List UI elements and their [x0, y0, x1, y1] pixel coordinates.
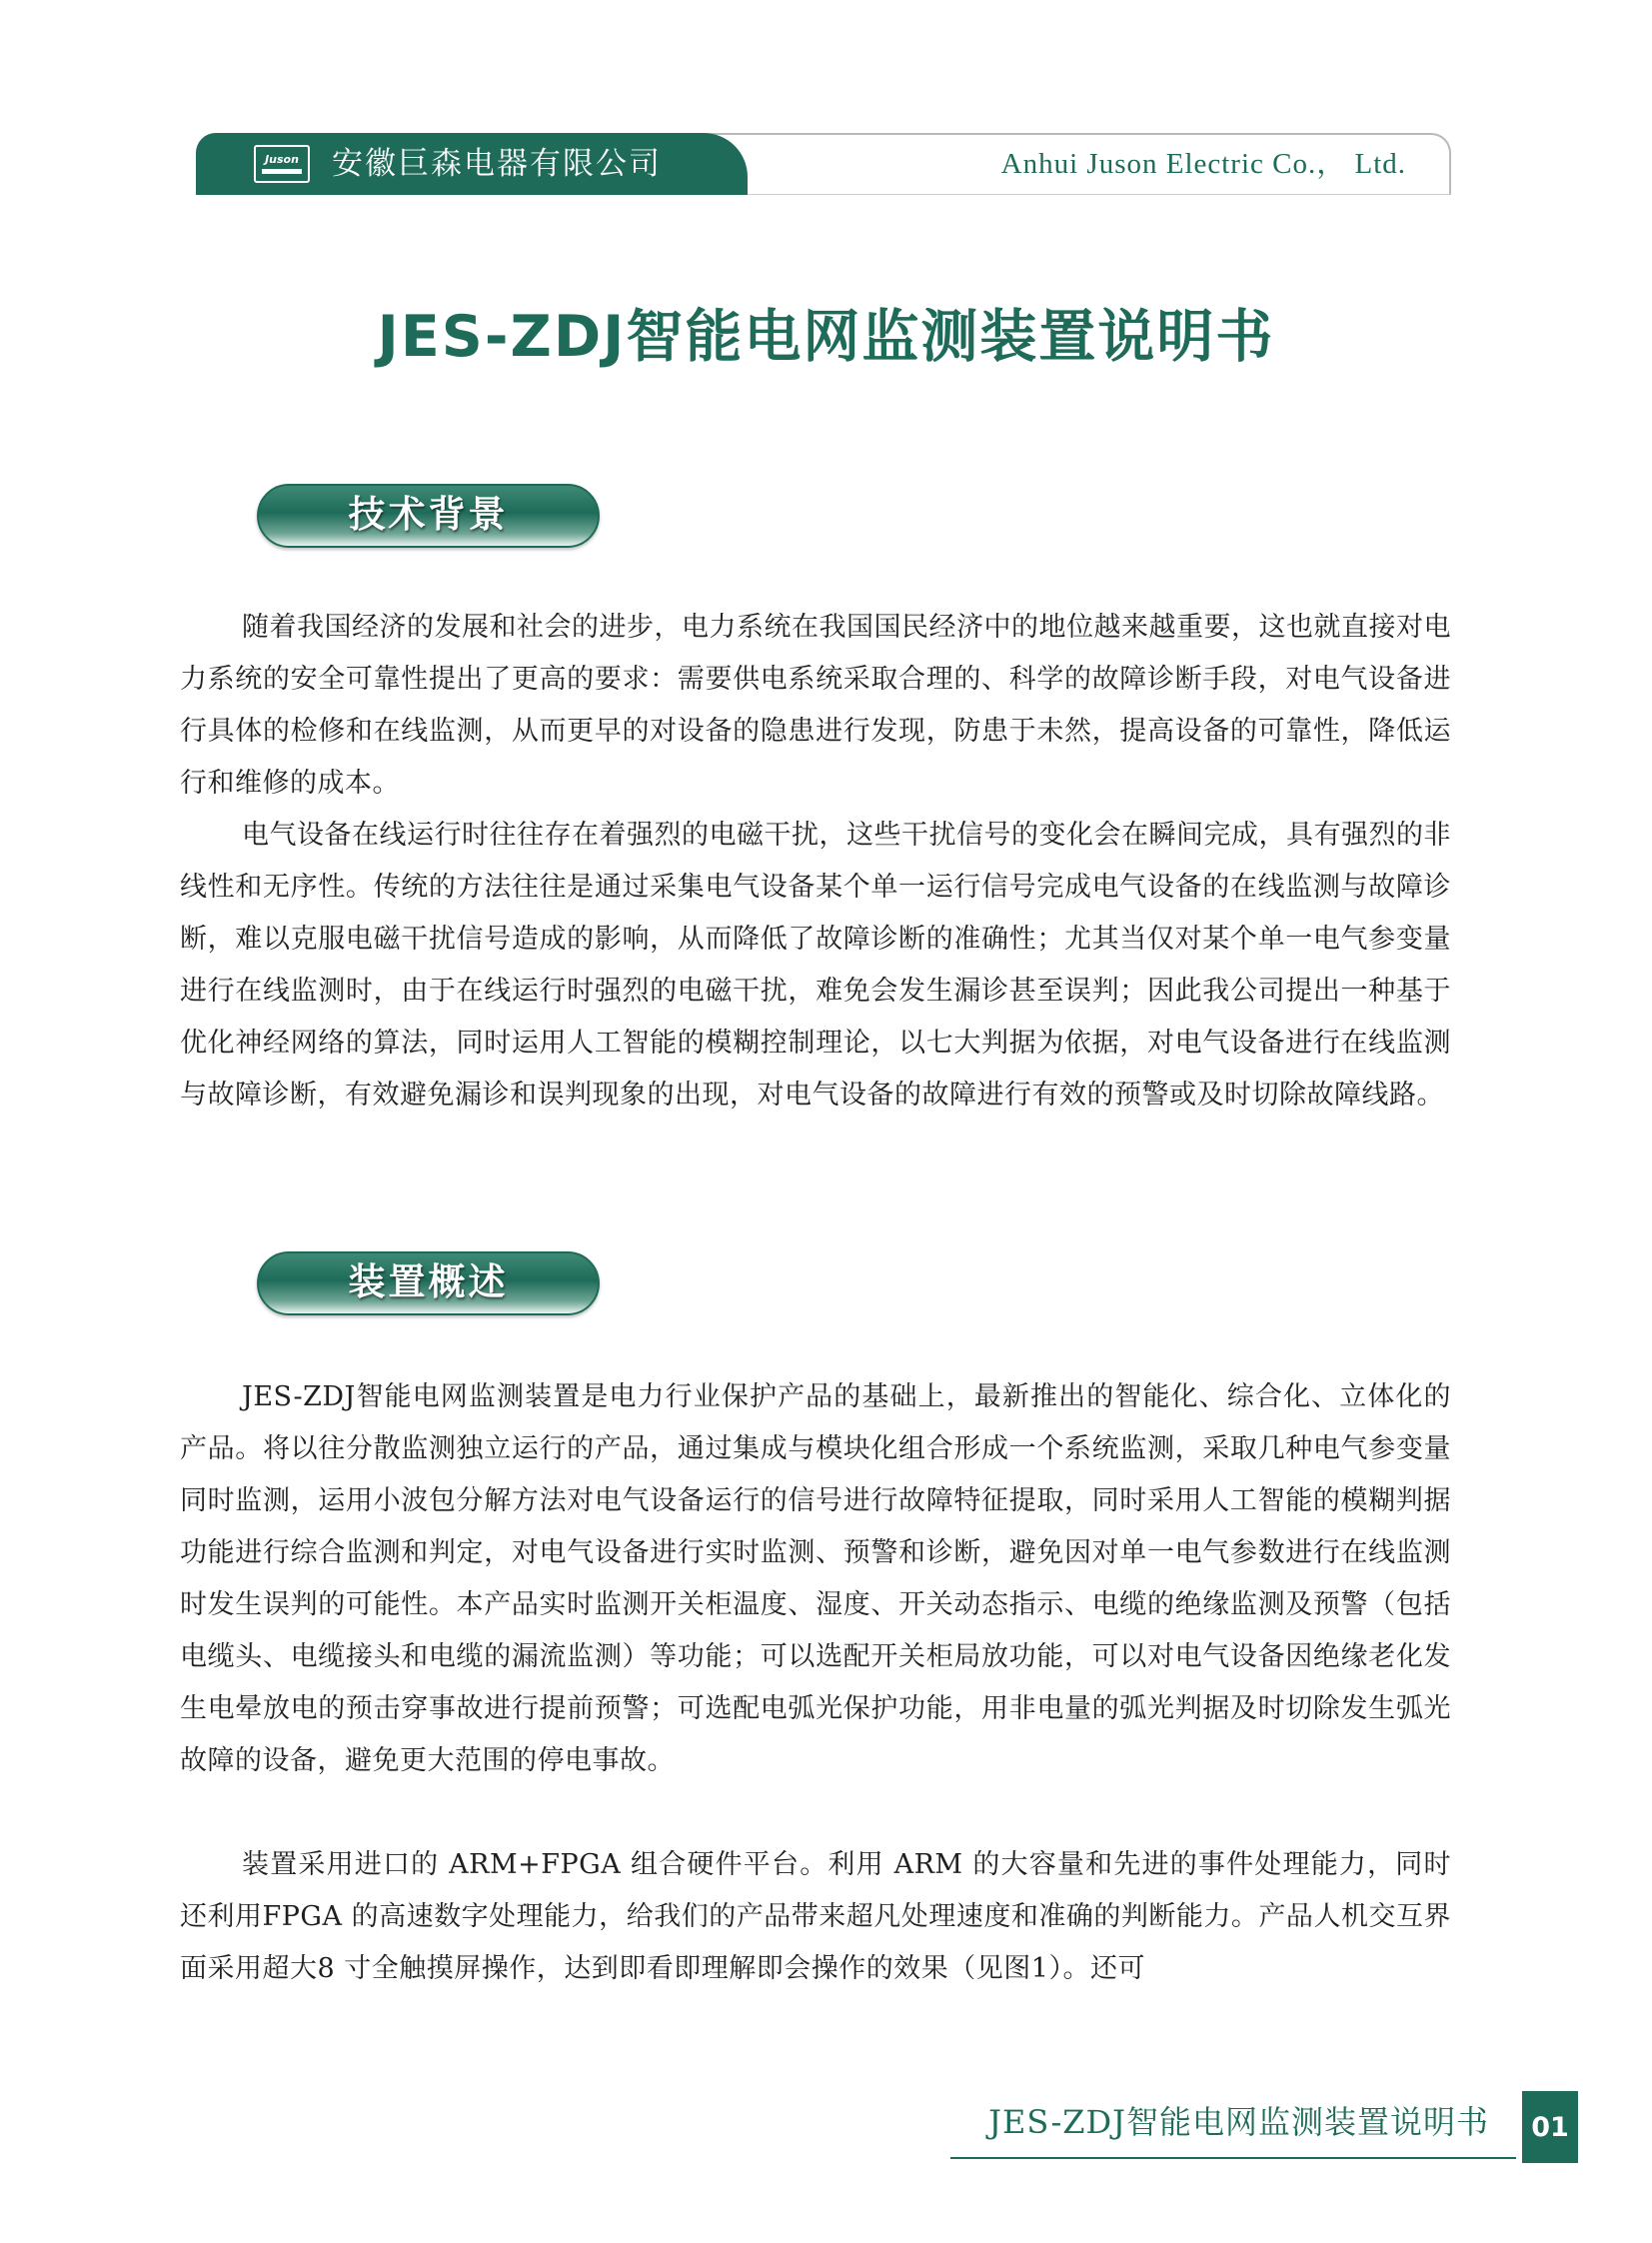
company-name-cn: 安徽巨森电器有限公司 — [332, 146, 662, 182]
paragraph: JES-ZDJ智能电网监测装置是电力行业保护产品的基础上，最新推出的智能化、综合化、立体化的产品。将以往分散监测独立运行的产品，通过集成与模块化组合形成一个系统监测，采取几种电气参变量同时监测，运用小波包分解方法对电气设备运行的信号进行故障特征提取，同时采用人工智能的模糊判据功能进行综合监测和判定，对电气设备进行实时监测、预警和诊断，避免因对单一电气参数进行在线监测时发生误判的可能性。本产品实时监测开关柜温度、湿度、开关动态指示、电缆的绝缘监测及预警（包括电缆头、电缆接头和电缆的漏流监测）等功能；可以选配开关柜局放功能，可以对电气设备因绝缘老化发生电晕放电的预击穿事故进行提前预警；可选配电弧光保护功能，用非电量的弧光判据及时切除发生弧光故障的设备，避免更大范围的停电事故。 — [180, 1381, 1451, 1776]
company-name-en: Anhui Juson Electric Co.， Ltd. — [1000, 148, 1406, 180]
page-number: 01 — [1522, 2091, 1578, 2163]
paragraph: 随着我国经济的发展和社会的进步，电力系统在我国国民经济中的地位越来越重要，这也就直接对电力系统的安全可靠性提出了更高的要求：需要供电系统采取合理的、科学的故障诊断手段，对电气设备进行具体的检修和在线监测，从而更早的对设备的隐患进行发现，防患于未然，提高设备的可靠性，降低运行和维修的成本。 — [180, 612, 1451, 799]
paragraph: 装置采用进口的 ARM+FPGA 组合硬件平台。利用 ARM 的大容量和先进的事件处理能力，同时还利用FPGA 的高速数字处理能力，给我们的产品带来超凡处理速度和准确的判断能力。产品人机交互界面采用超大8 寸全触摸屏操作，达到即看即理解即会操作的效果（见图1）。还可 — [180, 1849, 1451, 1984]
logo-text: Juson — [265, 153, 299, 166]
section-heading-background — [257, 484, 600, 548]
paragraph: 电气设备在线运行时往往存在着强烈的电磁干扰，这些干扰信号的变化会在瞬间完成，具有强烈的非线性和无序性。传统的方法往往是通过采集电气设备某个单一运行信号完成电气设备的在线监测与故障诊断，难以克服电磁干扰信号造成的影响，从而降低了故障诊断的准确性；尤其当仅对某个单一电气参变量进行在线监测时，由于在线运行时强烈的电磁干扰，难免会发生漏诊甚至误判；因此我公司提出一种基于优化神经网络的算法，同时运用人工智能的模糊控制理论，以七大判据为依据，对电气设备进行在线监测与故障诊断，有效避免漏诊和误判现象的出现，对电气设备的故障进行有效的预警或及时切除故障线路。 — [180, 820, 1451, 1111]
section-heading: 技术背景 — [348, 493, 509, 536]
document-title: JES-ZDJ智能电网监测装置说明书 — [377, 304, 1275, 370]
section-heading-background — [257, 1251, 600, 1315]
logo-bar — [262, 169, 302, 174]
footer-rule — [950, 2157, 1516, 2159]
company-logo — [254, 145, 310, 183]
footer-title: JES-ZDJ智能电网监测装置说明书 — [988, 2103, 1489, 2141]
section-heading: 装置概述 — [348, 1260, 509, 1303]
